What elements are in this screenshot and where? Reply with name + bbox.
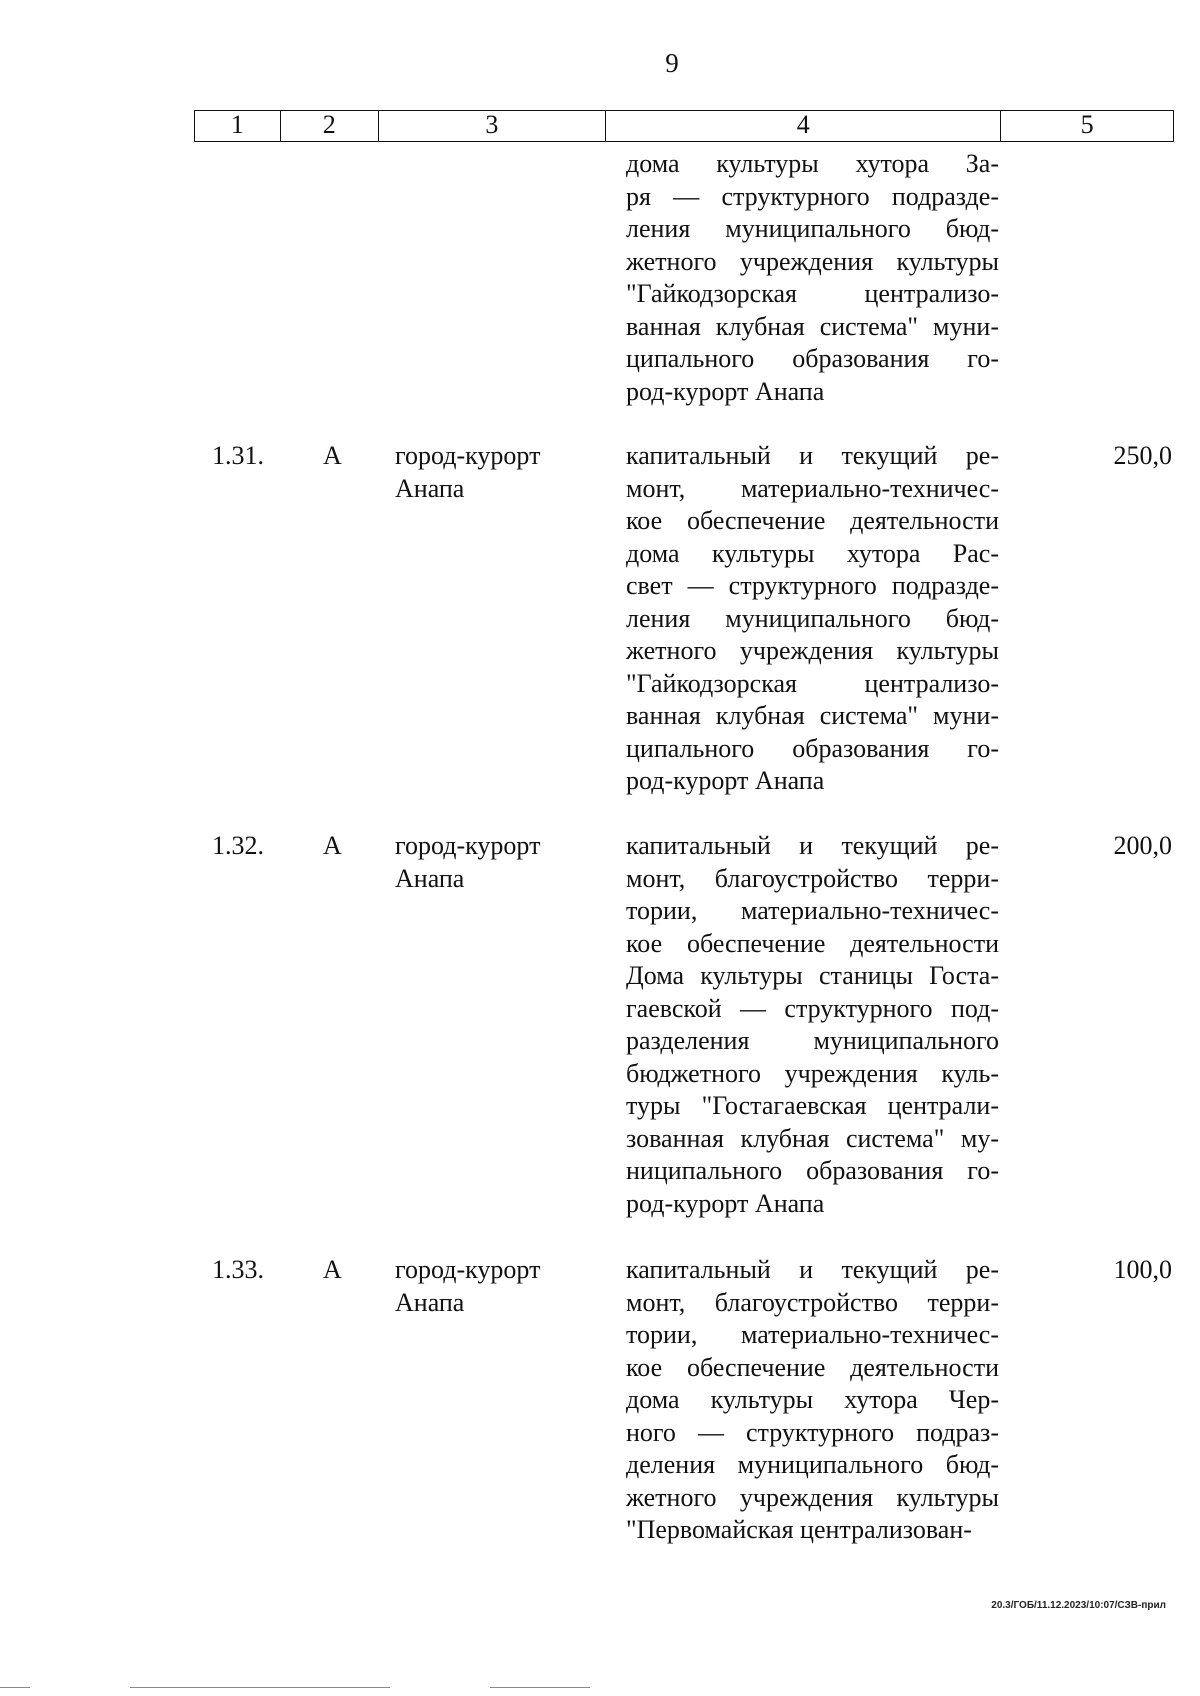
row-municipality	[395, 1254, 540, 1319]
row-code: А	[323, 441, 342, 470]
scan-artifact-line	[130, 1687, 390, 1688]
text-line: Анапа	[395, 1287, 465, 1317]
text-line: ного — структурного подраз-	[626, 1417, 999, 1447]
text-line: капитальный и текущий ре-	[626, 1255, 999, 1284]
text-line: дома культуры хутора За-	[626, 149, 999, 178]
text-line: дома культуры хутора Рас-	[626, 538, 999, 568]
table-header-row	[194, 110, 1174, 142]
row-number: 1.31.	[212, 441, 264, 470]
text-line: Анапа	[395, 473, 465, 503]
text-line: ванная клубная система" муни-	[626, 311, 999, 341]
text-line: свет — структурного подразде-	[626, 571, 999, 600]
text-line: ления муниципального бюд-	[626, 214, 999, 243]
text-line: капитальный и текущий ре-	[626, 441, 999, 470]
text-line: гаевской — структурного под-	[626, 993, 999, 1023]
header-col-2: 2	[281, 111, 379, 141]
header-col-3: 3	[379, 111, 607, 141]
row-number: 1.32.	[212, 831, 264, 860]
page-number: 9	[665, 48, 679, 78]
row-amount: 250,0	[1113, 441, 1172, 470]
text-line: ниципального образования го-	[626, 1156, 999, 1185]
text-line: род-курорт Анапа	[626, 766, 825, 795]
row-number: 1.33.	[212, 1255, 264, 1284]
text-line: дома культуры хутора Чер-	[626, 1385, 999, 1414]
text-line: "Первомайская централизован-	[626, 1515, 972, 1544]
row-description	[626, 830, 999, 1220]
text-line: разделения муниципального	[626, 1026, 999, 1055]
text-line: бюджетного учреждения куль-	[626, 1058, 999, 1088]
text-line: род-курорт Анапа	[626, 376, 825, 406]
text-line: жетного учреждения культуры	[626, 1482, 999, 1512]
row-code: А	[323, 1255, 342, 1284]
text-line: ря — структурного подразде-	[626, 181, 999, 211]
text-line: кое обеспечение деятельности	[626, 1352, 999, 1382]
row-amount: 100,0	[1113, 1255, 1172, 1284]
text-line: монт, материально-техничес-	[626, 473, 999, 503]
row-code: А	[323, 831, 342, 860]
text-line: ванная клубная система" муни-	[626, 701, 999, 730]
text-line: город-курорт	[395, 831, 541, 860]
text-line: ления муниципального бюд-	[626, 603, 999, 633]
text-line: Дома культуры станицы Госта-	[626, 961, 999, 990]
text-line: капитальный и текущий ре-	[626, 831, 999, 860]
text-line: ципального образования го-	[626, 733, 999, 763]
text-line: тории, материально-техничес-	[626, 896, 999, 925]
text-line: Анапа	[395, 863, 465, 893]
text-line: кое обеспечение деятельности	[626, 506, 999, 535]
document-footer-code: 20.3/ГОБ/11.12.2023/10:07/СЗВ-прил	[991, 1600, 1166, 1611]
header-col-4: 4	[606, 111, 1001, 141]
text-line: город-курорт	[395, 441, 541, 470]
text-line: кое обеспечение деятельности	[626, 928, 999, 958]
scan-artifact-line	[490, 1687, 590, 1688]
text-line: город-курорт	[395, 1255, 541, 1284]
row-description	[626, 1254, 999, 1547]
text-line: "Гайкодзорская централизо-	[626, 668, 999, 698]
text-line: туры "Гостагаевская централи-	[626, 1091, 999, 1120]
scan-artifact-line	[0, 1687, 30, 1688]
row-municipality	[395, 440, 540, 505]
continuation-description	[626, 148, 999, 408]
row-municipality	[395, 830, 540, 895]
row-amount: 200,0	[1113, 831, 1172, 860]
text-line: тории, материально-техничес-	[626, 1320, 999, 1349]
text-line: "Гайкодзорская централизо-	[626, 279, 999, 308]
row-description	[626, 440, 999, 798]
text-line: монт, благоустройство терри-	[626, 1287, 999, 1317]
text-line: деления муниципального бюд-	[626, 1450, 999, 1479]
header-col-1: 1	[195, 111, 281, 141]
text-line: ципального образования го-	[626, 344, 999, 373]
text-line: зованная клубная система" му-	[626, 1123, 999, 1153]
header-col-5: 5	[1080, 110, 1094, 139]
text-line: род-курорт Анапа	[626, 1188, 825, 1218]
text-line: жетного учреждения культуры	[626, 246, 999, 276]
text-line: жетного учреждения культуры	[626, 636, 999, 665]
text-line: монт, благоустройство терри-	[626, 863, 999, 893]
